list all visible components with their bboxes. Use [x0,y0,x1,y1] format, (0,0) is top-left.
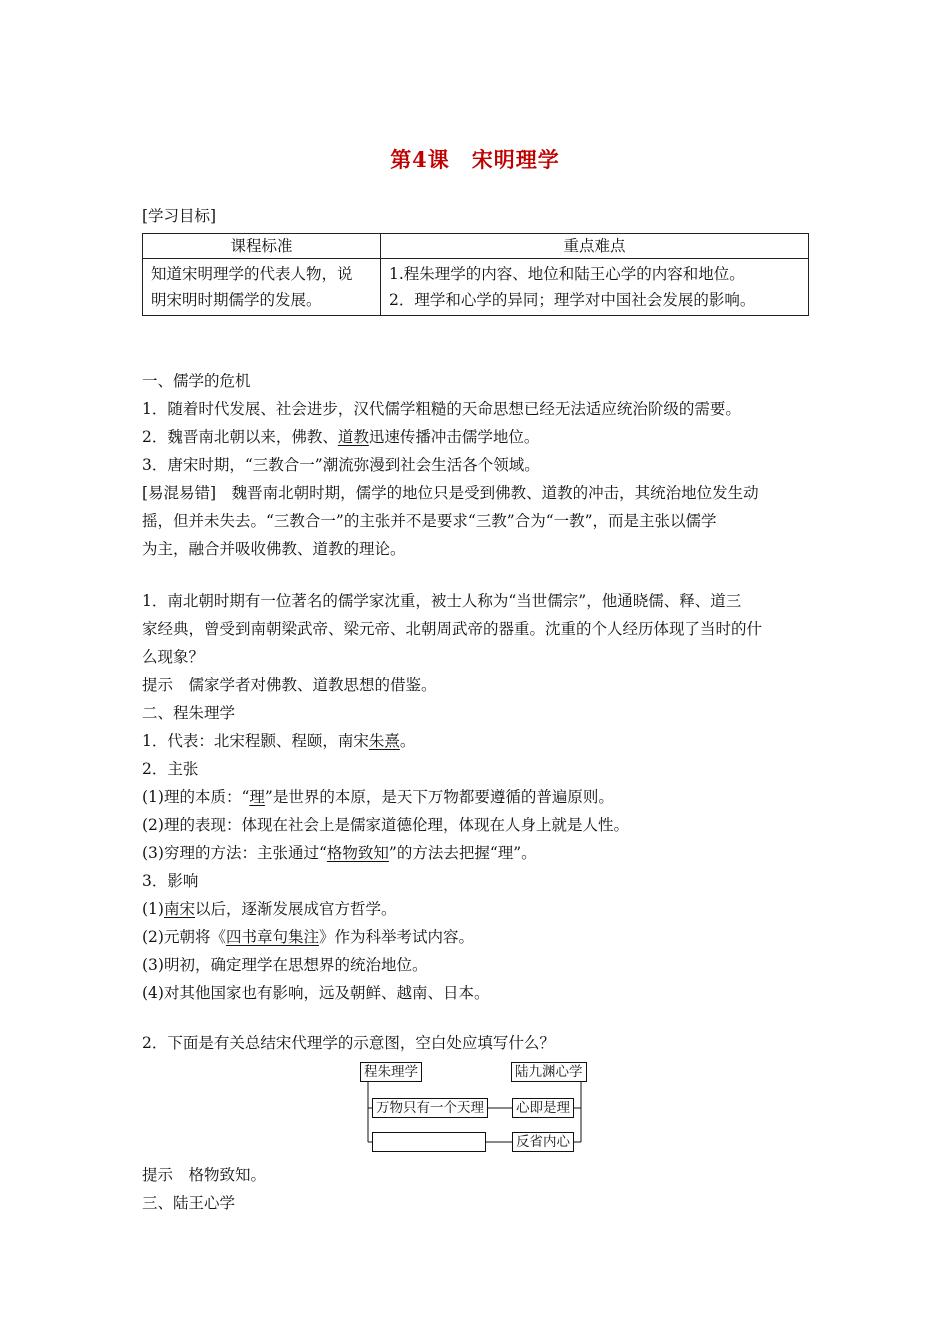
question2-text: 2．下面是有关总结宋代理学的示意图，空白处应填写什么？ [142,1034,555,1052]
section2-representatives: 1．代表：北宋程颢、程颐，南宋朱熹。 [142,732,416,750]
diagram-left-row1: 万物只有一个天理 [372,1098,488,1118]
question1-line1: 1．南北朝时期有一位著名的儒学家沈重，被士人称为“当世儒宗”，他通晓儒、释、道三 [142,592,742,610]
section2-influence-heading: 3．影响 [142,872,199,890]
goals-label: [学习目标] [142,207,217,225]
goals-header-keypoints: 重点难点 [381,234,809,259]
diagram-right-row2: 反省内心 [512,1132,574,1152]
section2-influence4: (4)对其他国家也有影响，远及朝鲜、越南、日本。 [142,984,490,1002]
section1-item1: 1．随着时代发展、社会进步，汉代儒学粗糙的天命思想已经无法适应统治阶级的需要。 [142,400,741,418]
diagram-left-title: 程朱理学 [360,1062,422,1082]
diagram-left-row2-blank [372,1132,486,1152]
goals-header-standard: 课程标准 [143,234,381,259]
section1-note-line2: 摇，但并未失去。“三教合一”的主张并不是要求“三教”合为“一教”，而是主张以儒学 [142,512,717,530]
section2-influence1: (1)南宋以后，逐渐发展成官方哲学。 [142,900,397,918]
lixue-diagram [360,1062,588,1154]
question1-line3: 么现象？ [142,648,205,666]
section2-claim3: (3)穷理的方法：主张通过“格物致知”的方法去把握“理”。 [142,844,537,862]
section2-claims-heading: 2．主张 [142,760,199,778]
section1-item3: 3．唐宋时期，“三教合一”潮流弥漫到社会生活各个领域。 [142,456,540,474]
section2-influence2: (2)元朝将《四书章句集注》作为科举考试内容。 [142,928,474,946]
diagram-right-row1: 心即是理 [512,1098,574,1118]
section1-note-line3: 为主，融合并吸收佛教、道教的理论。 [142,540,406,558]
section3-heading: 三、陆王心学 [142,1194,236,1212]
question2-hint: 提示 格物致知。 [142,1166,267,1184]
section2-claim2: (2)理的表现：体现在社会上是儒家道德伦理，体现在人身上就是人性。 [142,816,629,834]
section1-item2: 2．魏晋南北朝以来，佛教、道教迅速传播冲击儒学地位。 [142,428,540,446]
section2-influence3: (3)明初，确定理学在思想界的统治地位。 [142,956,428,974]
goals-cell-keypoints: 1.程朱理学的内容、地位和陆王心学的内容和地位。 2．理学和心学的异同；理学对中国社会发展的影响。 [381,259,809,316]
section1-heading: 一、儒学的危机 [142,372,251,390]
section1-note-line1: [易混易错] 魏晋南北朝时期，儒学的地位只是受到佛教、道教的冲击，其统治地位发生动 [142,484,759,502]
section2-heading: 二、程朱理学 [142,704,236,722]
page-title: 第4课 宋明理学 [390,147,560,172]
diagram-right-title: 陆九渊心学 [511,1062,587,1082]
goals-cell-standard: 知道宋明理学的代表人物，说 明宋明时期儒学的发展。 [143,259,381,316]
question1-hint: 提示 儒家学者对佛教、道教思想的借鉴。 [142,676,437,694]
goals-table [142,233,809,316]
question1-line2: 家经典，曾受到南朝梁武帝、梁元帝、北朝周武帝的器重。沈重的个人经历体现了当时的什 [142,620,763,638]
section2-claim1: (1)理的本质：“理”是世界的本原，是天下万物都要遵循的普遍原则。 [142,788,614,806]
